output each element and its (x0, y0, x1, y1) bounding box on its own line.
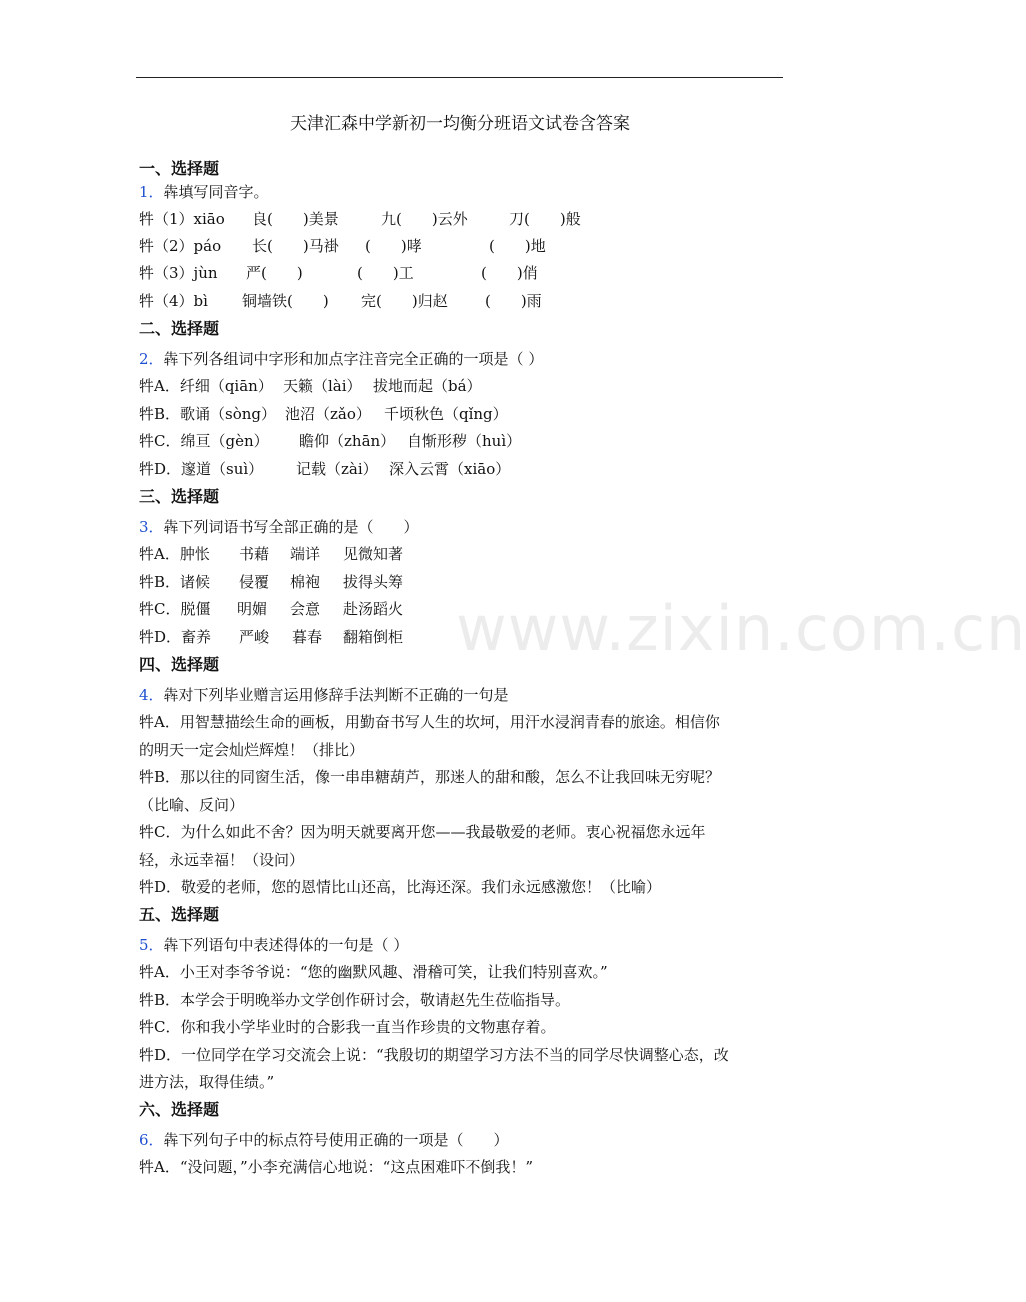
question-4-stem: 4．犇对下列毕业赠言运用修辞手法判断不正确的一句是 (139, 686, 509, 704)
header-rule (136, 77, 783, 78)
section-heading: 五、选择题 (139, 905, 220, 924)
section-heading: 一、选择题 (139, 159, 220, 178)
watermark: www.zixin.com.cn (456, 592, 1026, 665)
question-5-stem: 5．犇下列语句中表述得体的一句是（ ） (139, 936, 409, 954)
q5-option-line: 牪D．一位同学在学习交流会上说：“我殷切的期望学习方法不当的同学尽快调整心态，改 (139, 1046, 729, 1064)
q4-option-line: 牪C．为什么如此不舍？因为明天就要离开您——我最敬爱的老师。衷心祝福您永远年 (139, 823, 706, 841)
question-1-stem: 1．犇填写同音字。 (139, 183, 269, 201)
section-heading: 二、选择题 (139, 319, 220, 338)
q4-option-line: 轻，永远幸福！（设问） (139, 851, 305, 869)
q4-option-line: 的明天一定会灿烂辉煌！（排比） (139, 741, 365, 759)
question-3-stem: 3．犇下列词语书写全部正确的是（ ） (139, 518, 419, 536)
section-heading: 六、选择题 (139, 1100, 220, 1119)
section-heading: 四、选择题 (139, 655, 220, 674)
q4-option-line: 牪B．那以往的同窗生活，像一串串糖葫芦，那迷人的甜和酸，怎么不让我回味无穷呢？ (139, 768, 721, 786)
question-2-stem: 2．犇下列各组词中字形和加点字注音完全正确的一项是（ ） (139, 350, 544, 368)
q5-option-line: 进方法，取得佳绩。” (139, 1073, 275, 1091)
document-title: 天津汇森中学新初一均衡分班语文试卷含答案 (290, 114, 630, 134)
q5-option-line: 牪A．小王对李爷爷说：“您的幽默风趣、滑稽可笑，让我们特别喜欢。” (139, 963, 608, 981)
q4-option-line: 牪D．敬爱的老师，您的恩情比山还高，比海还深。我们永远感激您！（比喻） (139, 878, 662, 896)
q5-option-line: 牪C．你和我小学毕业时的合影我一直当作珍贵的文物惠存着。 (139, 1018, 556, 1036)
q4-option-line: （比喻、反问） (139, 796, 245, 814)
section-heading: 三、选择题 (139, 487, 220, 506)
question-6-stem: 6．犇下列句子中的标点符号使用正确的一项是（ ） (139, 1131, 509, 1149)
q5-option-line: 牪B．本学会于明晚举办文学创作研讨会，敬请赵先生莅临指导。 (139, 991, 571, 1009)
q6-option-line: 牪A．“没问题，”小李充满信心地说：“这点困难吓不倒我！” (139, 1158, 534, 1176)
q4-option-line: 牪A．用智慧描绘生命的画板，用勤奋书写人生的坎坷，用汗水浸润青春的旅途。相信你 (139, 713, 720, 731)
